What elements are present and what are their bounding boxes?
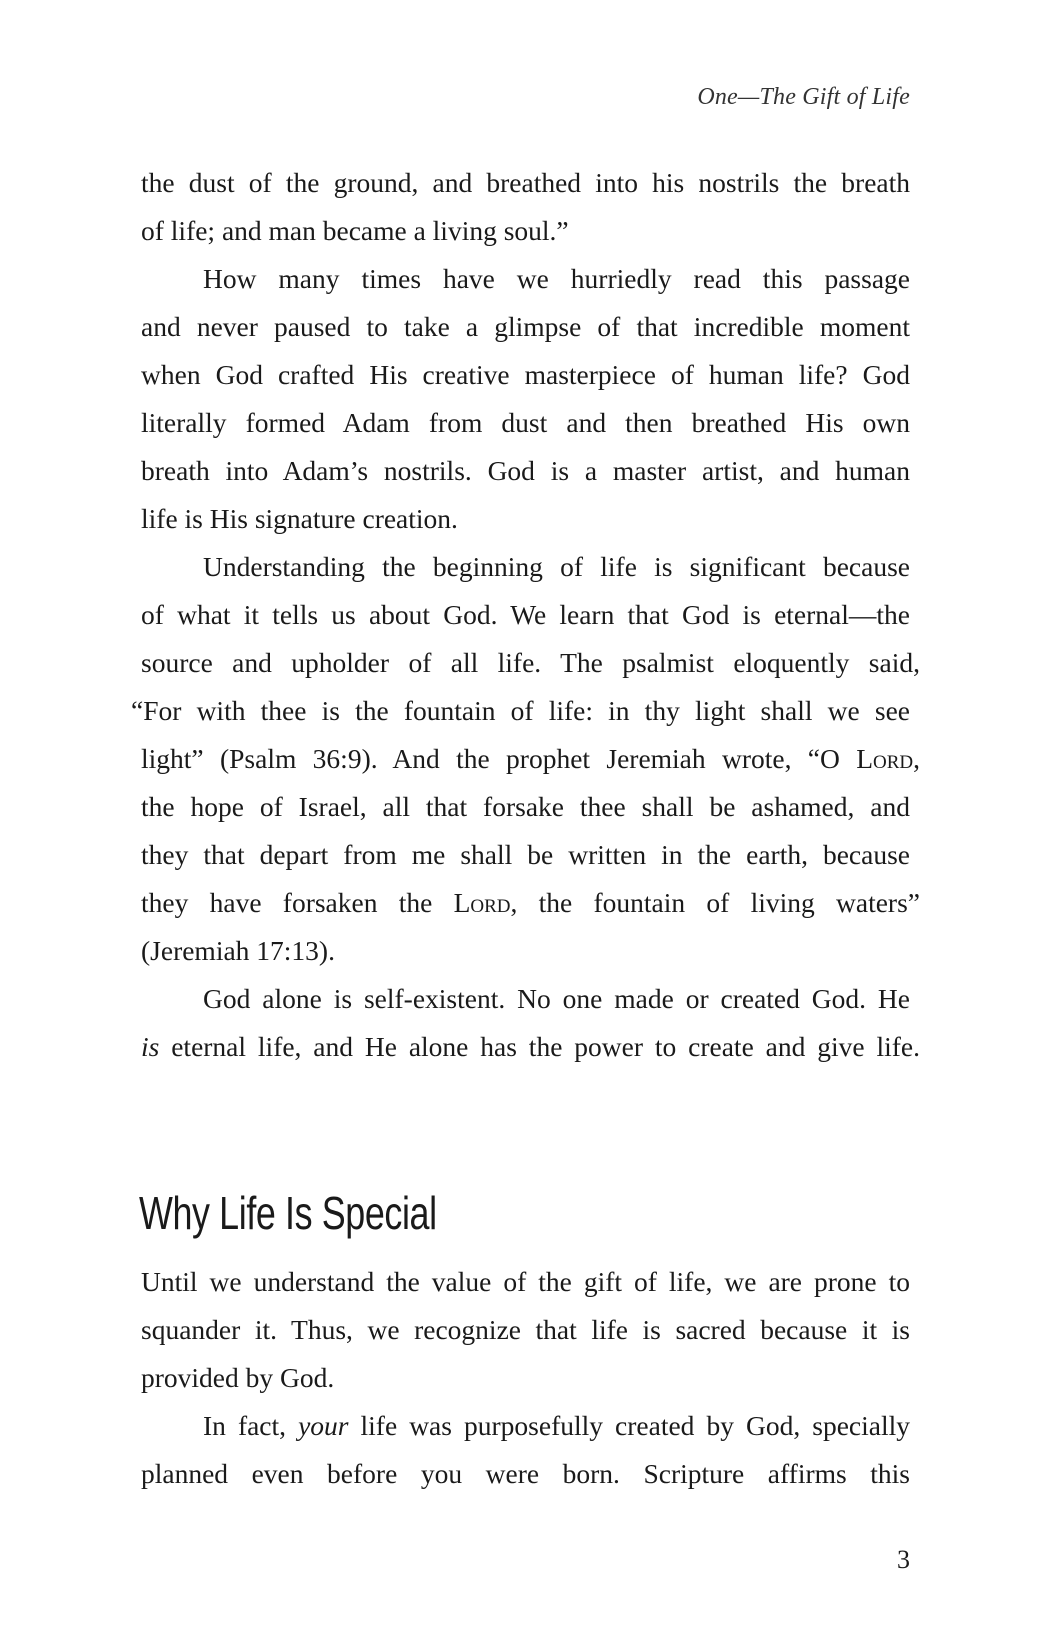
text-run: In fact, xyxy=(203,1410,299,1441)
text-line: literally formed Adam from dust and then breathed His own xyxy=(141,407,910,438)
text-line: the dust of the ground, and breathed into his nostrils the breath xyxy=(141,167,910,198)
text-line: provided by God. xyxy=(141,1362,335,1393)
text-line xyxy=(141,886,920,920)
text-line: Until we understand the value of the gift of life, we are prone to xyxy=(141,1266,910,1297)
text-line xyxy=(141,1030,920,1064)
text-run: life was purposefully created by God, specially xyxy=(348,1410,910,1441)
text-line: God alone is self-existent. No one made or created God. He xyxy=(203,983,910,1014)
text-line: they that depart from me shall be written in the earth, because xyxy=(141,839,910,870)
text-line: source and upholder of all life. The psalmist eloquently said, xyxy=(141,647,920,678)
text-line: life is His signature creation. xyxy=(141,503,458,534)
text-line: “For with thee is the fountain of life: in thy light shall we see xyxy=(131,695,910,726)
text-run: eternal life, and He alone has the power to create and give life. xyxy=(159,1031,920,1062)
text-run: they have forsaken the xyxy=(141,887,454,918)
text-line: breath into Adam’s nostrils. God is a master artist, and human xyxy=(141,455,910,486)
page-number: 3 xyxy=(897,1545,910,1574)
italic-emphasis: your xyxy=(298,1410,349,1441)
text-line: of life; and man became a living soul.” xyxy=(141,215,569,246)
text-line: planned even before you were born. Scripture affirms this xyxy=(141,1458,910,1489)
text-run: light” (Psalm 36:9). And the prophet Jeremiah wrote, “O xyxy=(141,743,857,774)
text-line: when God crafted His creative masterpiece of human life? God xyxy=(141,359,910,390)
text-line: How many times have we hurriedly read this passage xyxy=(203,263,910,294)
small-caps-lord: Lord xyxy=(856,743,914,774)
text-run: , the fountain of living waters” xyxy=(510,887,920,918)
text-line: and never paused to take a glimpse of that incredible moment xyxy=(141,311,910,342)
text-line xyxy=(141,742,920,776)
text-run: , xyxy=(913,743,920,774)
text-line: (Jeremiah 17:13). xyxy=(141,935,335,966)
text-line: of what it tells us about God. We learn that God is eternal—the xyxy=(141,599,910,630)
text-line xyxy=(203,1409,910,1443)
section-heading: Why Life Is Special xyxy=(139,1187,437,1239)
text-line: the hope of Israel, all that forsake thee shall be ashamed, and xyxy=(141,791,910,822)
italic-emphasis: is xyxy=(141,1031,160,1062)
small-caps-lord: Lord xyxy=(453,887,511,918)
running-head: One—The Gift of Life xyxy=(697,84,910,110)
text-line: Understanding the beginning of life is significant because xyxy=(203,551,910,582)
text-line: squander it. Thus, we recognize that life is sacred because it is xyxy=(141,1314,910,1345)
